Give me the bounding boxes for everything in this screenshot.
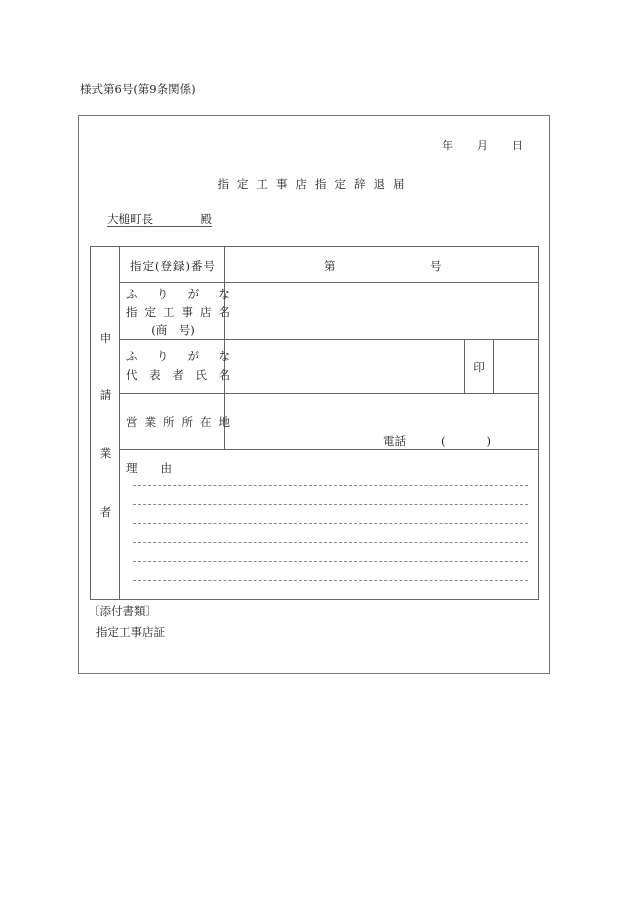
furigana-char: な (218, 287, 230, 301)
representative-label (121, 367, 235, 383)
applicant-label-2: 請 (99, 388, 112, 402)
label-char: 営 (126, 415, 138, 429)
label-char: 所 (163, 415, 175, 429)
reason-line[interactable] (133, 504, 528, 505)
date-month: 月 (477, 139, 488, 152)
label-char: 者 (172, 368, 184, 382)
label-char: 表 (149, 368, 161, 382)
seal-field[interactable] (494, 340, 537, 393)
furigana-char: ふ (126, 349, 138, 363)
representative-name-field[interactable] (225, 340, 463, 393)
phone-area-code: ( ) (441, 434, 497, 448)
applicant-label-1: 申 (99, 331, 112, 345)
reason-line[interactable] (133, 523, 528, 524)
reason-line[interactable] (133, 580, 528, 581)
applicant-label-3: 業 (99, 446, 112, 460)
furigana-char: な (218, 349, 230, 363)
phone-label: 電話 (383, 434, 406, 448)
label-char: 名 (218, 368, 230, 382)
registration-number-suffix: 号 (430, 259, 442, 273)
label-char: 定 (144, 305, 156, 319)
shop-name-furigana-label (121, 286, 235, 302)
shop-name-label (121, 304, 235, 320)
label-char: 所 (181, 415, 193, 429)
attachment-item: 指定工事店証 (96, 625, 165, 639)
furigana-char: り (156, 287, 169, 301)
furigana-char: り (156, 349, 169, 363)
label-char: 業 (144, 415, 156, 429)
furigana-char: が (187, 349, 200, 363)
form-number: 様式第6号(第9条関係) (80, 82, 196, 96)
label-char: 店 (200, 305, 212, 319)
attachments-heading: 〔添付書類〕 (88, 604, 157, 618)
label-char: 氏 (195, 368, 207, 382)
addressee-name: 大槌町長 (107, 212, 153, 226)
label-char: 地 (218, 415, 230, 429)
label-char: 事 (181, 305, 193, 319)
shop-name-field[interactable] (225, 283, 537, 339)
label-char: 在 (200, 415, 212, 429)
date-day: 日 (512, 139, 523, 152)
label-char: 名 (218, 305, 230, 319)
registration-number-prefix: 第 (324, 259, 336, 273)
applicant-label-4: 者 (99, 505, 112, 519)
trade-name-label: (商 号) (151, 323, 195, 337)
label-char: 代 (126, 368, 138, 382)
registration-number-label: 指定(登録)番号 (130, 259, 216, 273)
furigana-char: が (187, 287, 200, 301)
document-title: 指定工事店指定辞退届 (217, 177, 413, 191)
reason-label: 理 由 (126, 461, 172, 475)
addressee (107, 211, 212, 227)
office-address-label (121, 414, 235, 430)
label-char: 指 (126, 305, 138, 319)
registration-number-field[interactable] (225, 248, 537, 282)
reason-line[interactable] (133, 561, 528, 562)
representative-furigana-label (121, 348, 235, 364)
label-char: 工 (163, 305, 175, 319)
reason-line[interactable] (133, 485, 528, 486)
reason-line[interactable] (133, 542, 528, 543)
addressee-honorific: 殿 (200, 212, 212, 226)
seal-label: 印 (473, 360, 485, 374)
application-table (90, 246, 539, 600)
furigana-char: ふ (126, 287, 138, 301)
date-year: 年 (442, 139, 453, 152)
